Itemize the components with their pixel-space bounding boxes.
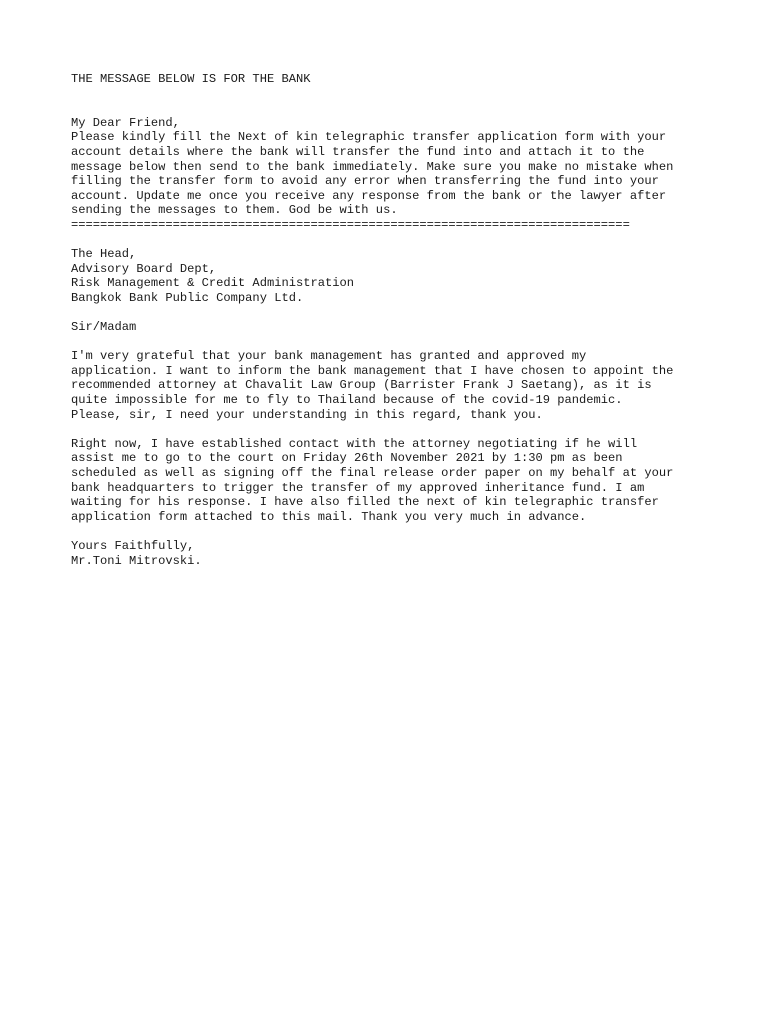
recipient-line: The Head, bbox=[71, 247, 137, 262]
divider-line: ============================================================================= bbox=[71, 217, 630, 232]
intro-section bbox=[71, 116, 731, 233]
spacer bbox=[71, 87, 731, 116]
intro-line: filling the transfer form to avoid any error when transferring the fund into your bbox=[71, 174, 659, 189]
email-document bbox=[71, 72, 731, 568]
intro-line: Please kindly fill the Next of kin telegraphic transfer application form with your bbox=[71, 130, 667, 145]
paragraph-line: application. I want to inform the bank management that I have chosen to appoint the bbox=[71, 363, 674, 378]
paragraph-line: recommended attorney at Chavalit Law Group (Barrister Frank J Saetang), as it is bbox=[71, 378, 652, 393]
paragraph-line: Right now, I have established contact with the attorney negotiating if he will bbox=[71, 436, 638, 451]
paragraph-line: application form attached to this mail. Thank you very much in advance. bbox=[71, 509, 587, 524]
recipient-line: Advisory Board Dept, bbox=[71, 261, 217, 276]
paragraph-line: assist me to go to the court on Friday 26th November 2021 by 1:30 pm as been bbox=[71, 451, 623, 466]
paragraph-line: Please, sir, I need your understanding in this regard, thank you. bbox=[71, 407, 543, 422]
intro-line: message below then send to the bank immediately. Make sure you make no mistake when bbox=[71, 159, 674, 174]
paragraph-line: scheduled as well as signing off the final release order paper on my behalf at your bbox=[71, 466, 674, 481]
message-header: THE MESSAGE BELOW IS FOR THE BANK bbox=[71, 72, 311, 86]
paragraph-line: bank headquarters to trigger the transfer of my approved inheritance fund. I am bbox=[71, 480, 645, 495]
recipient-address bbox=[71, 247, 731, 305]
valediction: Yours Faithfully, bbox=[71, 539, 195, 553]
paragraph-line: waiting for his response. I have also filled the next of kin telegraphic transfer bbox=[71, 495, 659, 510]
recipient-line: Risk Management & Credit Administration bbox=[71, 276, 355, 291]
intro-line: account details where the bank will transfer the fund into and attach it to the bbox=[71, 144, 645, 159]
signature-name: Mr.Toni Mitrovski. bbox=[71, 553, 202, 568]
spacer bbox=[71, 233, 731, 248]
recipient-line: Bangkok Bank Public Company Ltd. bbox=[71, 290, 304, 305]
body-paragraph-2 bbox=[71, 437, 731, 525]
spacer bbox=[71, 524, 731, 539]
spacer bbox=[71, 422, 731, 437]
spacer bbox=[71, 335, 731, 350]
intro-line: account. Update me once you receive any response from the bank or the lawyer after bbox=[71, 188, 667, 203]
salutation: Sir/Madam bbox=[71, 320, 137, 335]
paragraph-line: I'm very grateful that your bank management has granted and approved my bbox=[71, 349, 587, 364]
intro-line: sending the messages to them. God be with us. bbox=[71, 203, 398, 218]
body-paragraph-1 bbox=[71, 349, 731, 422]
spacer bbox=[71, 306, 731, 321]
paragraph-line: quite impossible for me to fly to Thailand because of the covid-19 pandemic. bbox=[71, 393, 623, 408]
closing-block bbox=[71, 539, 731, 568]
intro-greeting: My Dear Friend, bbox=[71, 115, 180, 130]
